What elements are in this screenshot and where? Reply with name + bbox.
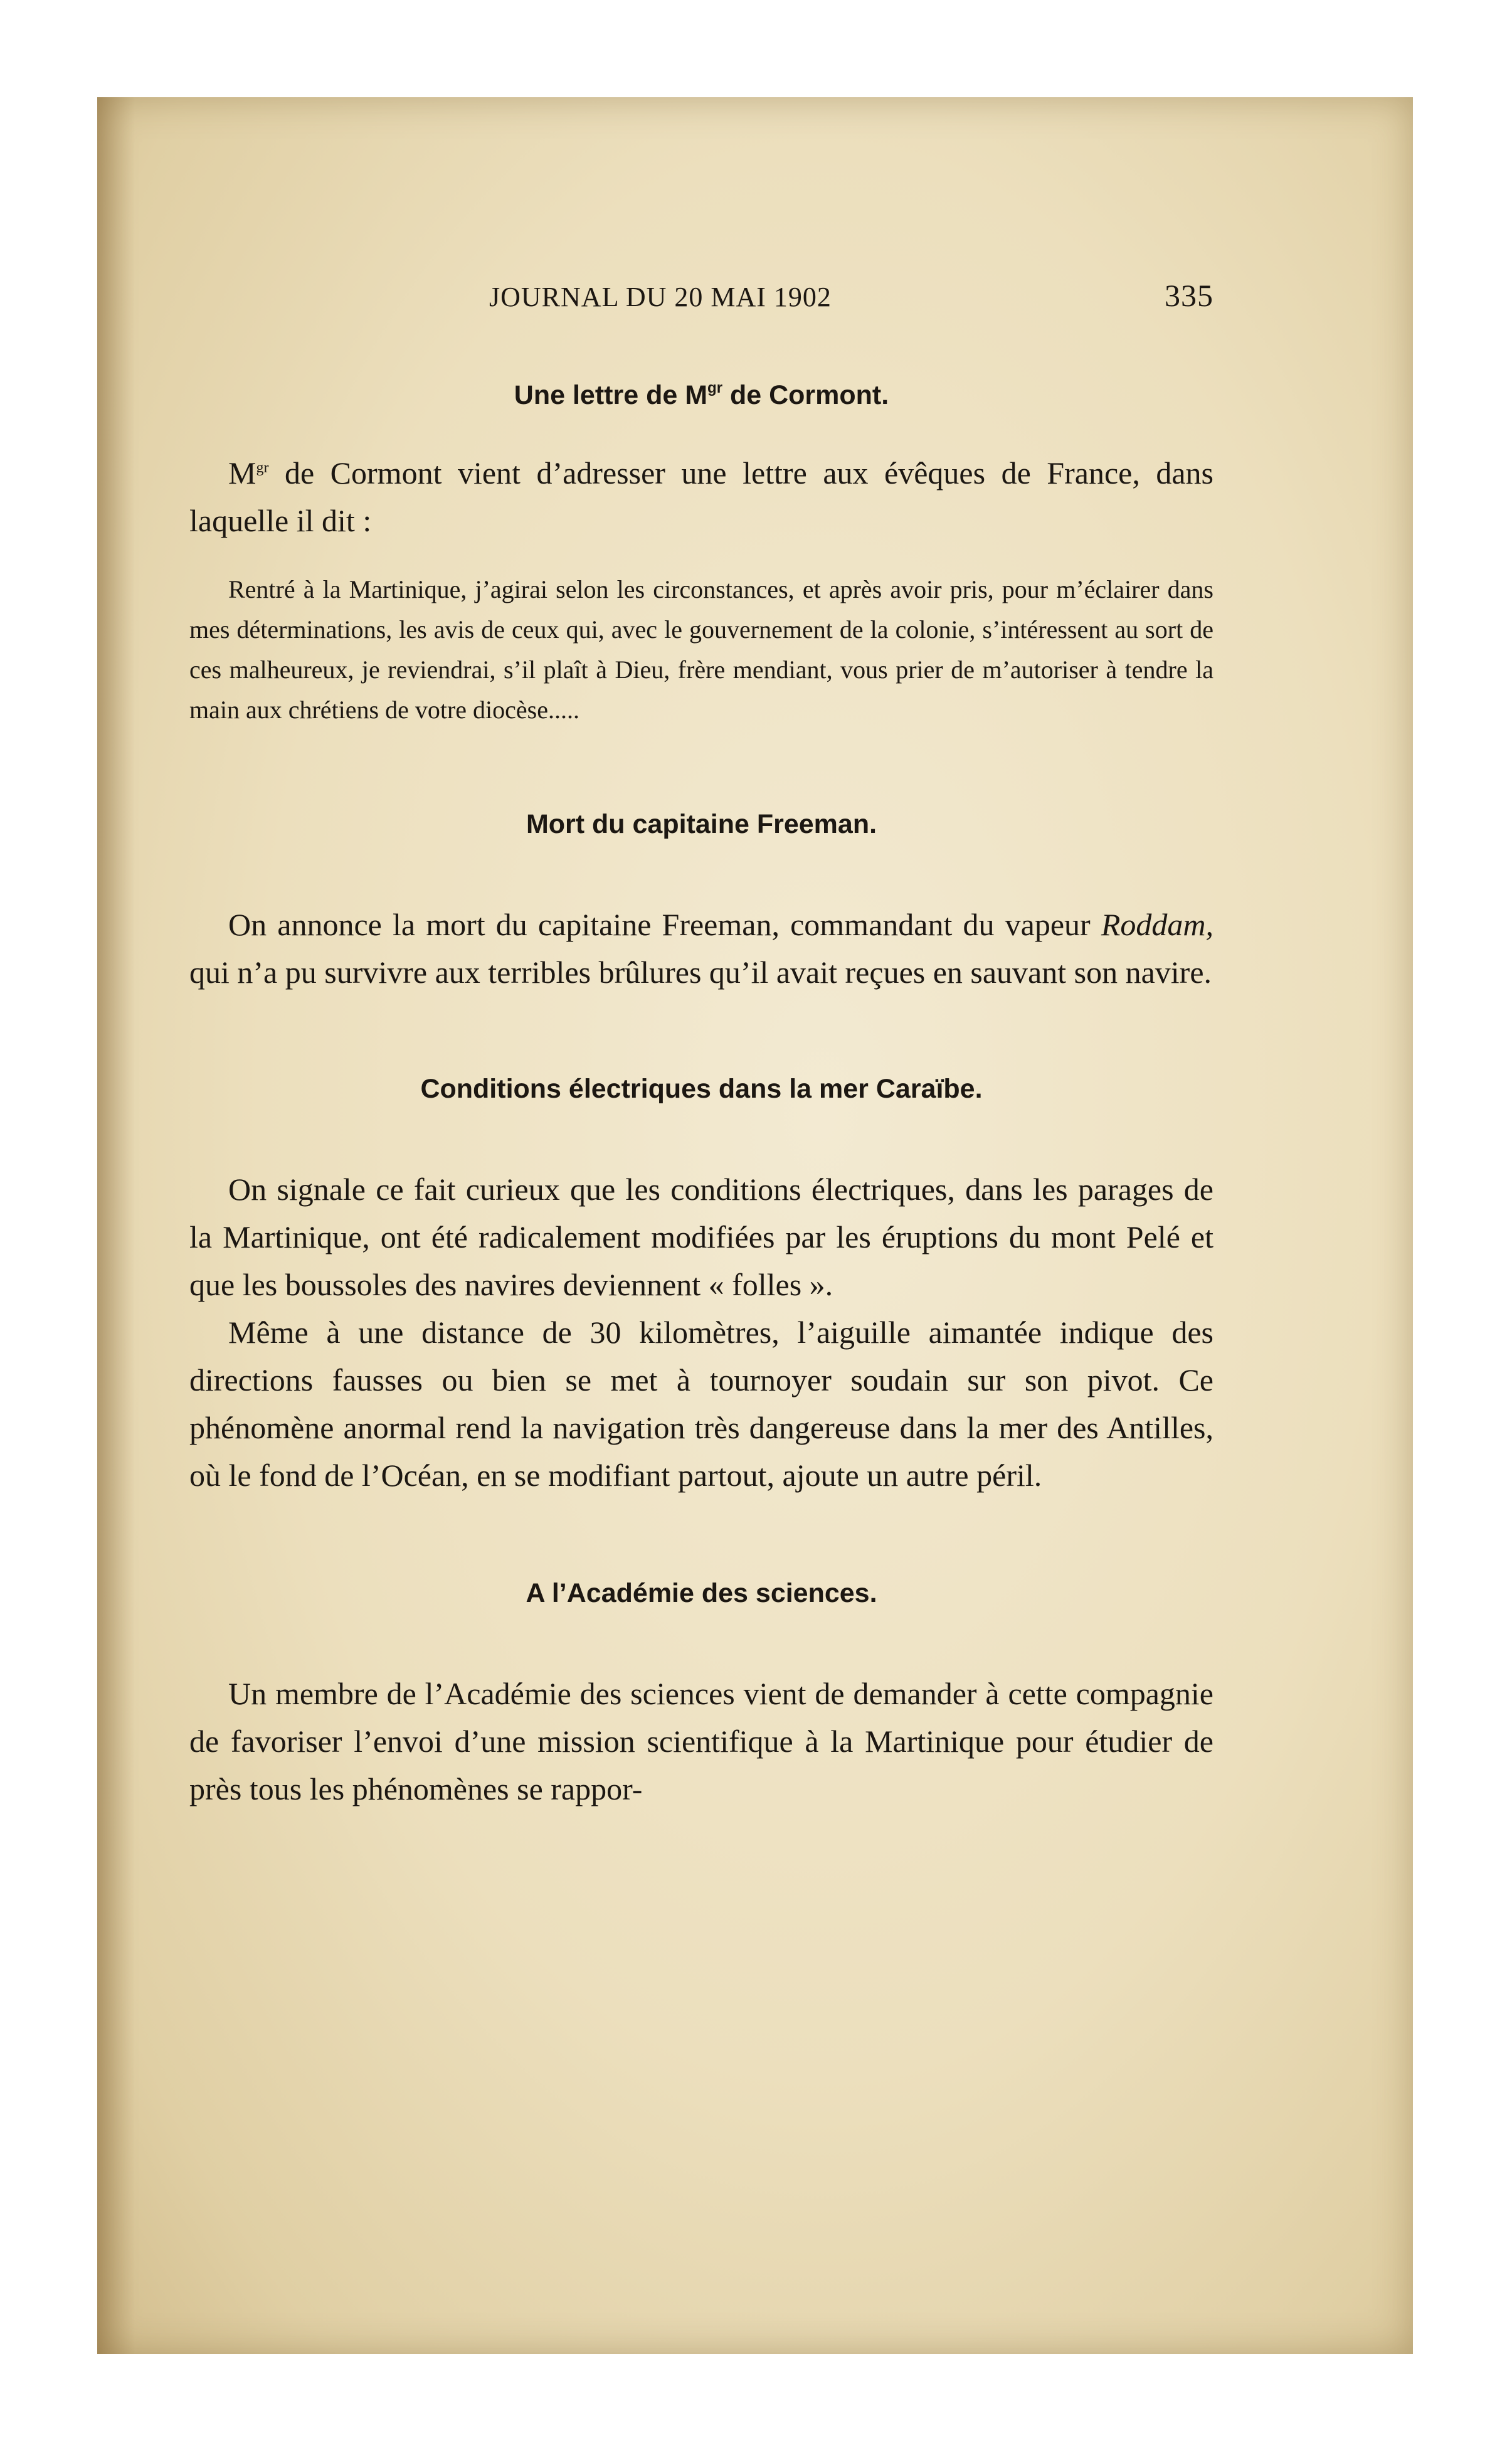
paragraph-superscript: gr	[256, 460, 269, 476]
running-head	[189, 277, 1213, 322]
paragraph-academy: Un membre de l’Académie des sciences vient de demander à cette compagnie de favoriser l’envoi d’une mission scientifique à la Martinique pour étudier de près tous les phénomènes se rappor-	[189, 1676, 1213, 1806]
heading-text: de Cormont.	[722, 380, 889, 410]
section-heading-electrical-conditions: Conditions électriques dans la mer Caraïbe.	[420, 1074, 983, 1104]
paragraph-text: qui n’a pu survivre aux terribles brûlures qu’il avait reçues en sauvant son navire.	[189, 955, 1212, 990]
page-number: 335	[1165, 278, 1213, 313]
heading-superscript: gr	[707, 379, 723, 396]
paragraph-compasses: On signale ce fait curieux que les conditions électriques, dans les parages de la Martinique, ont été radicalement modifiées par les éruptions du mont Pelé et que les boussoles des navires deviennent « folles ».	[189, 1172, 1213, 1302]
paragraph-freeman	[189, 901, 1213, 996]
heading-text: Une lettre de M	[514, 380, 708, 410]
text-block	[189, 277, 1213, 1813]
paragraph-text: On annonce la mort du capitaine Freeman, commandant du vapeur	[228, 907, 1101, 942]
paragraph-magnetic-needle: Même à une distance de 30 kilomètres, l’aiguille aimantée indique des directions fausses ou bien se met à tournoyer soudain sur son pivot. Ce phénomène anormal rend la navigation très dangereuse dans la mer des Antilles, où le fond de l’Océan, en se modifiant partout, ajoute un autre péril.	[189, 1315, 1213, 1493]
scanned-page	[97, 97, 1413, 2354]
paragraph-cormont-letter	[189, 449, 1213, 544]
ship-name: Roddam,	[1101, 907, 1213, 942]
paragraph-text: M	[228, 455, 256, 491]
section-heading-cormont-letter	[189, 376, 1213, 414]
section-heading-freeman: Mort du capitaine Freeman.	[526, 809, 877, 839]
paragraph-text: de Cormont vient d’adresser une lettre aux évêques de France, dans laquelle il dit :	[189, 455, 1213, 538]
running-title: JOURNAL DU 20 MAI 1902	[489, 282, 832, 312]
section-heading-academy: A l’Académie des sciences.	[526, 1578, 877, 1608]
quoted-letter: Rentré à la Martinique, j’agirai selon les circonstances, et après avoir pris, pour m’éclairer dans mes déterminations, les avis de ceux qui, avec le gouvernement de la colonie, s’intéressent au sort de ces malheureux, je reviendrai, s’il plaît à Dieu, frère mendiant, vous prier de m’autoriser à tendre la main aux chrétiens de votre diocèse.....	[189, 575, 1213, 724]
